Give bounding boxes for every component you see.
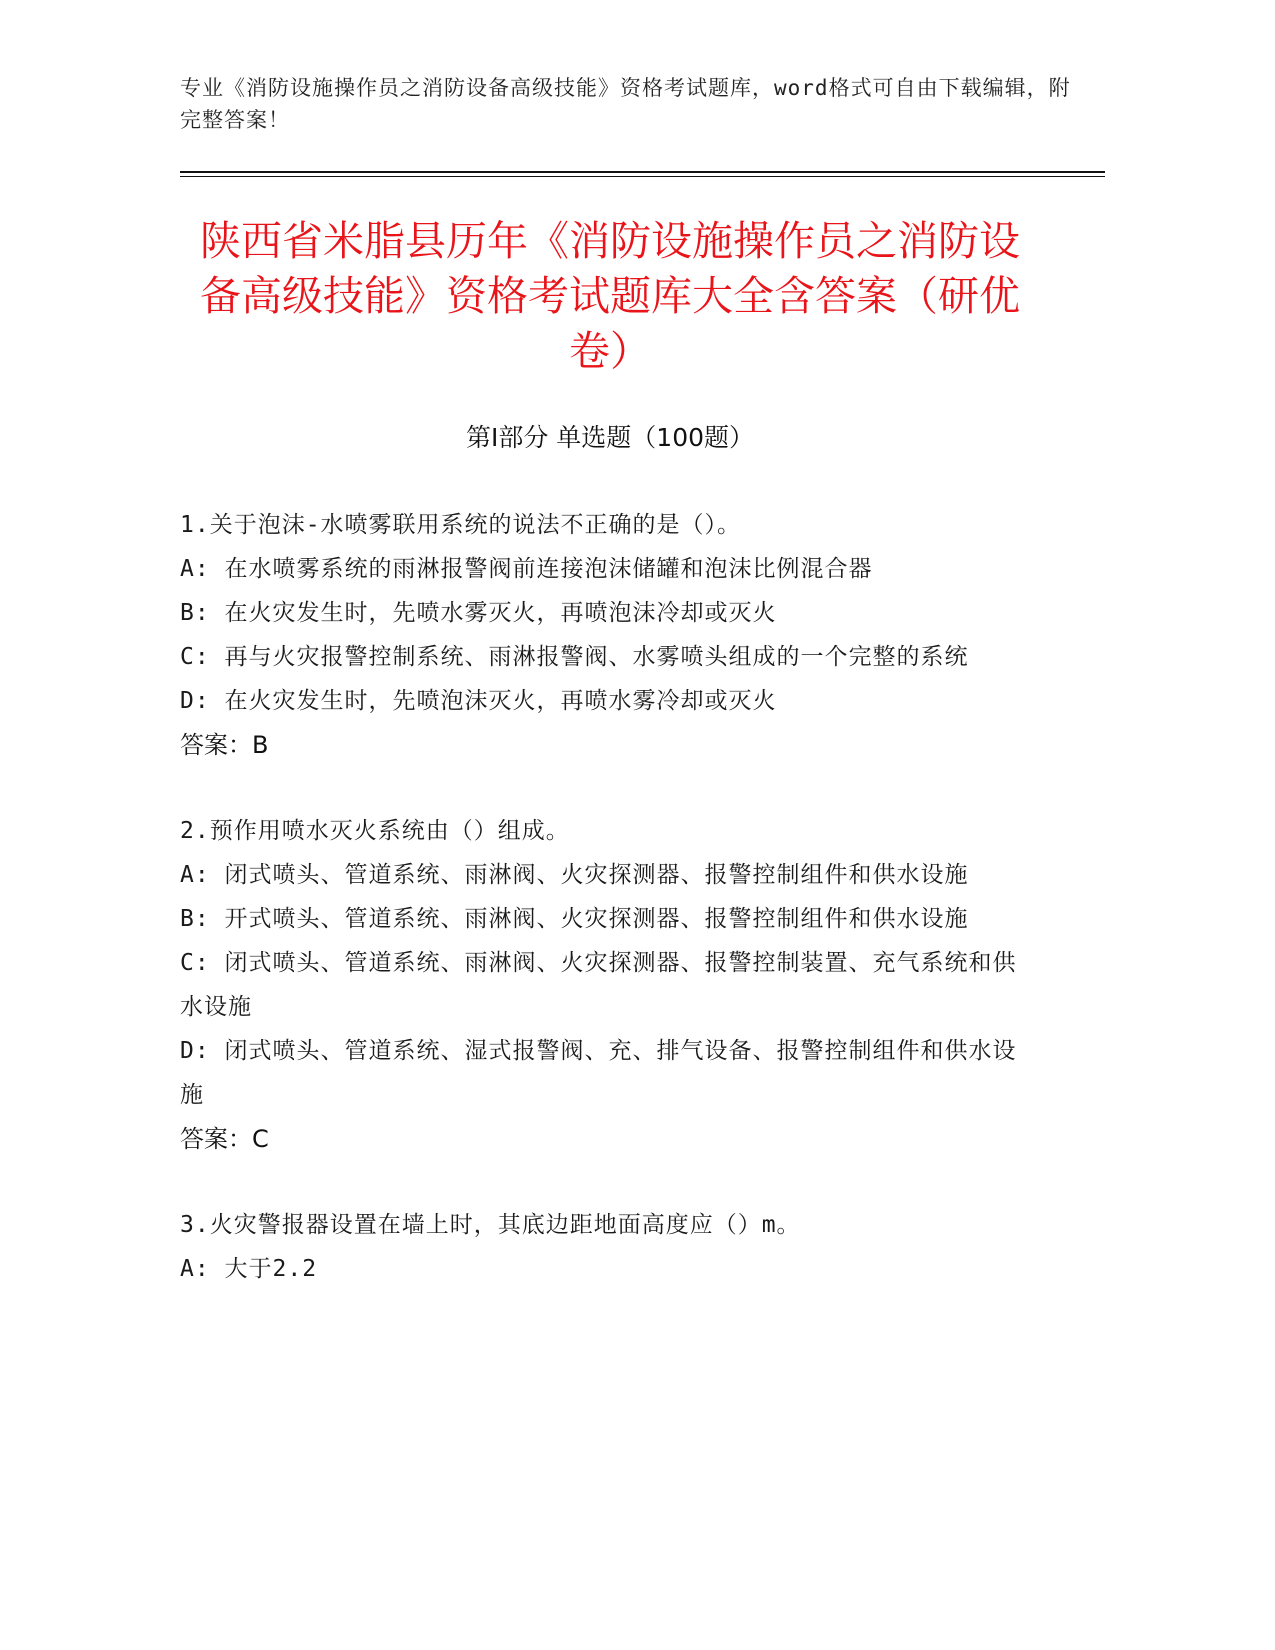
question-option: B: 开式喷头、管道系统、雨淋阀、火灾探测器、报警控制组件和供水设施 [180, 906, 969, 932]
question-stem: 2.预作用喷水灭火系统由（）组成。 [180, 818, 570, 844]
question-answer: 答案：B [180, 731, 269, 759]
question-item [180, 809, 1040, 1161]
question-item [180, 1203, 1040, 1291]
question-answer: 答案：C [180, 1125, 269, 1153]
header-note: 专业《消防设施操作员之消防设备高级技能》资格考试题库，word格式可自由下载编辑，附完整答案！ [180, 76, 1071, 132]
question-option: D: 闭式喷头、管道系统、湿式报警阀、充、排气设备、报警控制组件和供水设施 [180, 1038, 1017, 1108]
question-option: A: 大于2.2 [180, 1256, 318, 1282]
question-list [180, 503, 1040, 1333]
question-option: B: 在火灾发生时，先喷水雾灭火，再喷泡沫冷却或灭火 [180, 600, 777, 626]
question-option: C: 闭式喷头、管道系统、雨淋阀、火灾探测器、报警控制装置、充气系统和供水设施 [180, 950, 1017, 1020]
document-title: 陕西省米脂县历年《消防设施操作员之消防设备高级技能》资格考试题库大全含答案（研优卷） [200, 217, 1020, 375]
header-divider-thick [180, 171, 1105, 173]
question-stem: 1.关于泡沫-水喷雾联用系统的说法不正确的是（）。 [180, 512, 742, 538]
section-heading: 第Ⅰ部分 单选题（100题） [465, 423, 755, 452]
header-divider-thin [180, 176, 1105, 177]
question-item [180, 503, 1040, 767]
question-stem: 3.火灾警报器设置在墙上时，其底边距地面高度应（）m。 [180, 1212, 801, 1238]
question-option: C: 再与火灾报警控制系统、雨淋报警阀、水雾喷头组成的一个完整的系统 [180, 644, 969, 670]
question-option: A: 闭式喷头、管道系统、雨淋阀、火灾探测器、报警控制组件和供水设施 [180, 862, 969, 888]
question-option: D: 在火灾发生时，先喷泡沫灭火，再喷水雾冷却或灭火 [180, 688, 777, 714]
question-option: A: 在水喷雾系统的雨淋报警阀前连接泡沫储罐和泡沫比例混合器 [180, 556, 873, 582]
